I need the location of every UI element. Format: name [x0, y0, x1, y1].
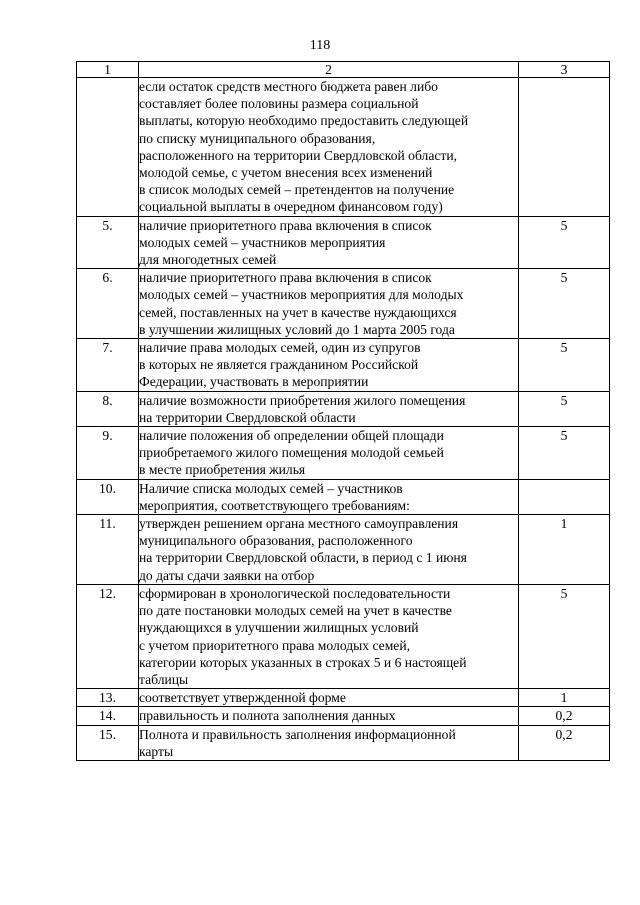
criterion-text — [139, 584, 519, 688]
criterion-line: в месте приобретения жилья — [139, 462, 306, 478]
row-number: 11. — [77, 515, 139, 585]
criterion-line: мероприятия, соответствующего требованиям: — [139, 497, 410, 513]
criterion-line: в улучшении жилищных условий до 1 марта 2005 года — [139, 321, 455, 337]
score-value — [519, 78, 610, 217]
page-number: 118 — [309, 38, 331, 53]
header-col-number: 1 — [77, 62, 139, 78]
criterion-text — [139, 707, 519, 725]
criterion-text — [139, 216, 519, 269]
row-number: 13. — [77, 689, 139, 707]
table-row — [77, 391, 610, 426]
score-value: 1 — [519, 515, 610, 585]
score-value: 5 — [519, 269, 610, 339]
table-header-row — [77, 62, 610, 78]
criterion-line: на территории Свердловской области, в период с 1 июня — [139, 550, 467, 566]
header-col-criterion: 2 — [139, 62, 519, 78]
criterion-text — [139, 427, 519, 480]
criterion-text — [139, 339, 519, 392]
criterion-line: сформирован в хронологической последовательности — [139, 585, 451, 601]
criterion-text — [139, 391, 519, 426]
table-row — [77, 339, 610, 392]
criterion-line: утвержден решением органа местного самоуправления — [139, 516, 459, 532]
criterion-line: выплаты, которую необходимо предоставить следующей — [139, 113, 469, 129]
header-col-score: 3 — [519, 62, 610, 78]
table-row — [77, 689, 610, 707]
criterion-line: в которых не является гражданином Российской — [139, 357, 419, 373]
table-row — [77, 269, 610, 339]
score-value: 0,2 — [519, 707, 610, 725]
table-row — [77, 584, 610, 688]
table-row — [77, 707, 610, 725]
criterion-line: по дате постановки молодых семей на учет в качестве — [139, 603, 452, 619]
criterion-line: с учетом приоритетного права молодых семей, — [139, 637, 411, 653]
table-row — [77, 216, 610, 269]
score-value: 5 — [519, 584, 610, 688]
row-number: 10. — [77, 479, 139, 514]
table-row — [77, 725, 610, 760]
criterion-line: наличие права молодых семей, один из супругов — [139, 340, 421, 356]
table-body — [77, 62, 610, 761]
criterion-line: Полнота и правильность заполнения информационной — [139, 726, 456, 742]
criterion-line: муниципального образования, расположенного — [139, 533, 413, 549]
row-number: 12. — [77, 584, 139, 688]
criterion-line: до даты сдачи заявки на отбор — [139, 567, 315, 583]
criterion-line: Федерации, участвовать в мероприятии — [139, 374, 369, 390]
score-value: 5 — [519, 339, 610, 392]
criterion-line: наличие приоритетного права включения в список — [139, 217, 432, 233]
criterion-text — [139, 269, 519, 339]
criterion-line: нуждающихся в улучшении жилищных условий — [139, 620, 419, 636]
criteria-table — [76, 61, 610, 761]
row-number: 9. — [77, 427, 139, 480]
criterion-line: на территории Свердловской области — [139, 409, 356, 425]
table-row — [77, 78, 610, 217]
criterion-line: соответствует утвержденной форме — [139, 690, 346, 706]
criterion-line: для многодетных семей — [139, 252, 277, 268]
criterion-line: молодых семей – участников мероприятия для молодых — [139, 287, 464, 303]
criterion-line: карты — [139, 743, 174, 759]
row-number: 8. — [77, 391, 139, 426]
criterion-text — [139, 515, 519, 585]
criterion-line: наличие приоритетного права включения в список — [139, 270, 432, 286]
row-number: 7. — [77, 339, 139, 392]
criterion-text — [139, 689, 519, 707]
score-value: 0,2 — [519, 725, 610, 760]
criterion-line: составляет более половины размера социальной — [139, 96, 419, 112]
row-number — [77, 78, 139, 217]
score-value: 5 — [519, 216, 610, 269]
criterion-line: наличие положения об определении общей площади — [139, 428, 444, 444]
table-row — [77, 515, 610, 585]
criterion-line: приобретаемого жилого помещения молодой семьей — [139, 445, 444, 461]
criterion-line: расположенного на территории Свердловской области, — [139, 147, 458, 163]
criterion-line: семей, поставленных на учет в качестве нуждающихся — [139, 304, 457, 320]
row-number: 15. — [77, 725, 139, 760]
criterion-line: в список молодых семей – претендентов на получение — [139, 182, 455, 198]
criterion-text — [139, 78, 519, 217]
criterion-line: наличие возможности приобретения жилого помещения — [139, 392, 466, 408]
criterion-line: таблицы — [139, 671, 189, 687]
table-row — [77, 479, 610, 514]
criterion-line: социальной выплаты в очередном финансовом году) — [139, 199, 443, 215]
criterion-text — [139, 479, 519, 514]
criterion-text — [139, 725, 519, 760]
criterion-line: по списку муниципального образования, — [139, 130, 376, 146]
row-number: 5. — [77, 216, 139, 269]
score-value: 5 — [519, 427, 610, 480]
score-value: 1 — [519, 689, 610, 707]
criterion-line: молодых семей – участников мероприятия — [139, 234, 386, 250]
score-value — [519, 479, 610, 514]
criterion-line: молодой семье, с учетом внесения всех изменений — [139, 165, 433, 181]
row-number: 6. — [77, 269, 139, 339]
criterion-line: категории которых указанных в строках 5 и 6 настоящей — [139, 654, 467, 670]
row-number: 14. — [77, 707, 139, 725]
score-value: 5 — [519, 391, 610, 426]
table-row — [77, 427, 610, 480]
criterion-line: правильность и полнота заполнения данных — [139, 708, 396, 724]
criterion-line: Наличие списка молодых семей – участников — [139, 480, 403, 496]
criterion-line: если остаток средств местного бюджета равен либо — [139, 79, 438, 94]
